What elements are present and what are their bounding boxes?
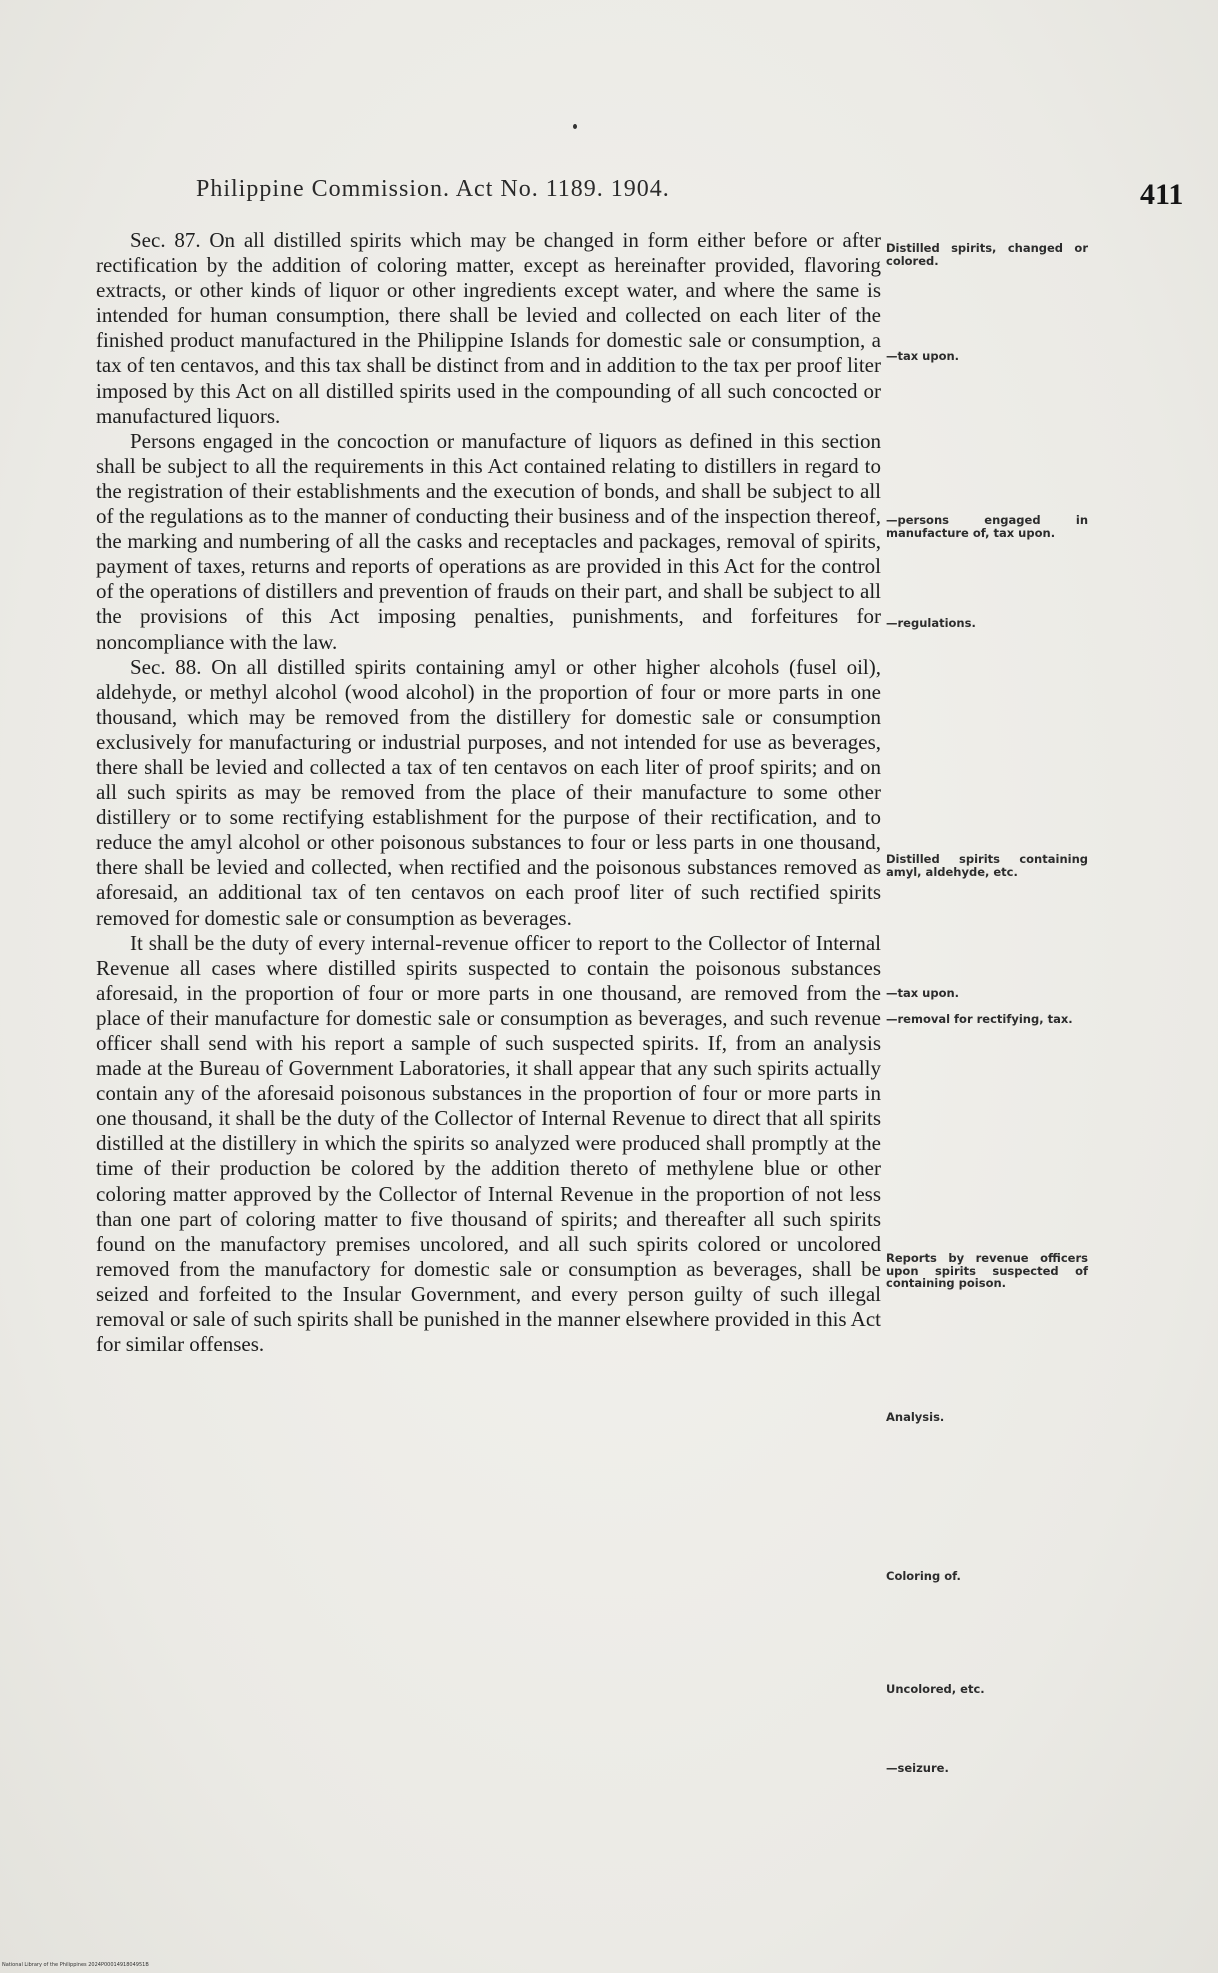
running-head: Philippine Commission. Act No. 1189. 1904.	[196, 176, 670, 202]
source-footer: National Library of the Philippines 2024P0001491804951B	[2, 1962, 149, 1968]
paragraph-reports: It shall be the duty of every internal-revenue officer to report to the Collector of Internal Revenue all cases where distilled spirits suspected to contain the poisonous substances aforesaid, in the proportion of four or more parts in one thousand, are removed from the place of their manufacture for domestic sale or consumption as beverages, and such revenue officer shall send with his report a sample of such suspected spirits. If, from an analysis made at the Bureau of Government Laboratories, it shall appear that any such spirits actually contain any of the aforesaid poisonous substances in the proportion of four or more parts in one thousand, it shall be the duty of the Collector of Internal Revenue to direct that all spirits distilled at the distillery in which the spirits so analyzed were produced shall promptly at the time of their production be colored by the addition thereto of methylene blue or other coloring matter approved by the Collector of Internal Revenue in the proportion of not less than one part of coloring matter to five thousand of spirits; and thereafter all such spirits found on the manufactory premises uncolored, and all such spirits colored or uncolored removed from the manufactory for domestic sale or consumption as beverages, shall be seized and forfeited to the Insular Government, and every person guilty of such illegal removal or sale of such spirits shall be punished in the manner elsewhere provided in this Act for similar offenses.	[96, 930, 881, 1357]
margin-note-distilled-spirits-changed: Distilled spirits, changed or colored.	[886, 241, 1088, 268]
paragraph-sec-88: Sec. 88. On all distilled spirits containing amyl or other higher alcohols (fusel oil), aldehyde, or methyl alcohol (wood alcohol) in the proportion of four or more parts in one thousand, which may be removed from the distillery for domestic sale or consumption exclusively for manufacturing or industrial purposes, and not intended for use as beverages, there shall be levied and collected a tax of ten centavos on each liter of proof spirits; and on all such spirits as may be removed from the place of their manufacture to some other distillery or to some rectifying establishment for the purpose of their rectification, and to reduce the amyl alcohol or other poisonous substances to four or less parts in one thousand, there shall be levied and collected, when rectified and the poisonous substances removed as aforesaid, an additional tax of ten centavos on each proof liter of such rectified spirits removed for domestic sale or consumption as beverages.	[96, 654, 881, 930]
ink-dot	[573, 124, 577, 129]
margin-note-distilled-spirits-amyl: Distilled spirits containing amyl, aldehyde, etc.	[886, 852, 1088, 879]
paragraph-persons-engaged: Persons engaged in the concoction or manufacture of liquors as defined in this section shall be subject to all the requirements in this Act contained relating to distillers in regard to the registration of their establishments and the execution of bonds, and shall be subject to all of the regulations as to the manner of conducting their business and of the inspection thereof, the marking and numbering of all the casks and receptacles and packages, removal of spirits, payment of taxes, returns and reports of operations as are provided in this Act for the control of the operations of distillers and prevention of frauds on their part, and shall be subject to all the provisions of this Act imposing penalties, punishments, and forfeitures for noncompliance with the law.	[96, 428, 881, 654]
margin-note-tax-upon-2: —tax upon.	[886, 986, 960, 1000]
margin-note-persons-engaged: —persons engaged in manufacture of, tax upon.	[886, 513, 1088, 540]
margin-note-seizure: —seizure.	[886, 1761, 949, 1775]
margin-note-reports-revenue-officers: Reports by revenue officers upon spirits suspected of containing poison.	[886, 1251, 1088, 1290]
margin-note-uncolored: Uncolored, etc.	[886, 1682, 985, 1696]
margin-note-tax-upon-1: —tax upon.	[886, 349, 960, 363]
margin-note-analysis: Analysis.	[886, 1410, 945, 1424]
margin-note-coloring: Coloring of.	[886, 1569, 961, 1583]
body-text	[96, 228, 881, 1357]
page-number: 411	[1140, 178, 1184, 211]
margin-note-removal-rectifying: —removal for rectifying, tax.	[886, 1012, 1073, 1026]
margin-note-regulations: —regulations.	[886, 616, 976, 630]
paragraph-sec-87: Sec. 87. On all distilled spirits which may be changed in form either before or after rectification by the addition of coloring matter, except as hereinafter provided, flavoring extracts, or other kinds of liquor or other ingredients except water, and where the same is intended for human consumption, there shall be levied and collected on each liter of the finished product manufactured in the Philippine Islands for domestic sale or consumption, a tax of ten centavos, and this tax shall be distinct from and in addition to the tax per proof liter imposed by this Act on all distilled spirits used in the compounding of all such concocted or manufactured liquors.	[96, 228, 881, 428]
